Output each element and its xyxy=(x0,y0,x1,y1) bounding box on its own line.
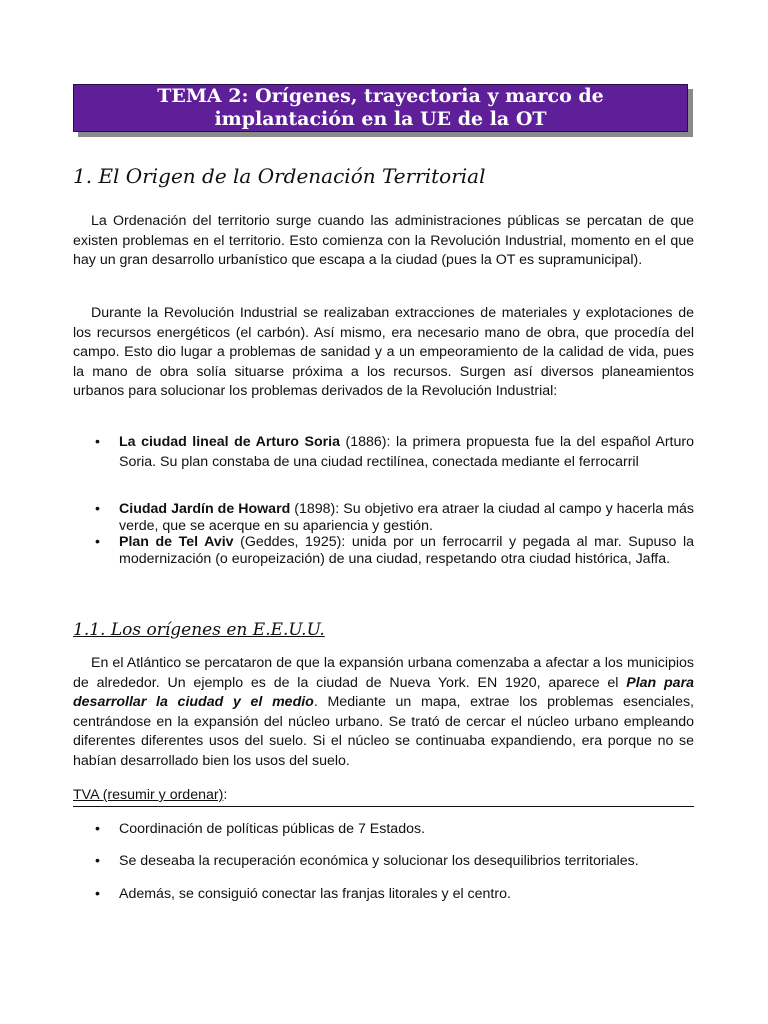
bullet-icon: • xyxy=(95,886,100,902)
list-item-title: Ciudad Jardín de Howard xyxy=(119,501,291,517)
bullet-icon: • xyxy=(95,821,100,837)
list-item-text: Coordinación de políticas públicas de 7 Estados. xyxy=(119,821,426,837)
list-item-title: La ciudad lineal de Arturo Soria xyxy=(119,434,340,450)
section-1-heading: 1. El Origen de la Ordenación Territorial xyxy=(73,164,486,188)
origin-plans-list-continued xyxy=(73,501,694,567)
bullet-icon: • xyxy=(95,434,100,450)
bullet-icon: • xyxy=(95,501,100,517)
list-item-text: Se deseaba la recuperación económica y solucionar los desequilibrios territoriales. xyxy=(119,853,639,869)
list-item-title: Plan de Tel Aviv xyxy=(119,534,234,550)
chapter-title-line-2: implantación en la UE de la OT xyxy=(214,108,547,130)
tva-label: TVA (resumir y ordenar): xyxy=(73,787,694,807)
list-item-text: (Geddes, 1925): unida por un ferrocarril y pegada al mar. Supuso la modernización (o europeización) de una ciudad, respetando otra ciudad histórica, Jaffa. xyxy=(119,534,695,567)
section-1-1-paragraph: En el Atlántico se percataron de que la expansión urbana comenzaba a afectar a los municipios de alrededor. Un ejemplo es de la ciudad de Nueva York. EN 1920, aparece el Plan para desarrollar la ciudad y el medio. Mediante un mapa, extrae los problemas esenciales, centrándose en la expansión del núcleo urbano. Se trató de cercar el núcleo urbano empleando diferentes diferentes usos del suelo. Si el núcleo se continuaba expandiendo, era porque no se habían desarrollado bien los usos del suelo. xyxy=(73,655,694,769)
list-item xyxy=(73,534,694,567)
bullet-icon: • xyxy=(95,853,100,869)
section-1-paragraph-2: Durante la Revolución Industrial se realizaban extracciones de materiales y explotaciones de los recursos energéticos (el carbón). Así mismo, era necesario mano de obra, que procedía del campo. Esto dio lugar a problemas de sanidad y a un empeoramiento de la calidad de vida, pues la mano de obra solía situarse próxima a los recursos. Surgen así diversos planeamientos urbanos para solucionar los problemas derivados de la Revolución Industrial: xyxy=(73,305,694,399)
list-item xyxy=(73,433,694,472)
section-1-paragraph-1: La Ordenación del territorio surge cuando las administraciones públicas se percatan de que existen problemas en el territorio. Esto comienza con la Revolución Industrial, momento en el que hay un gran desarrollo urbanístico que escapa a la ciudad (pues la OT es supramunicipal). xyxy=(73,213,694,268)
bullet-icon: • xyxy=(95,534,100,550)
list-item xyxy=(73,501,694,534)
chapter-title-line-1: TEMA 2: Orígenes, trayectoria y marco de xyxy=(157,85,604,107)
list-item-text: Además, se consiguió conectar las franjas litorales y el centro. xyxy=(119,886,511,902)
section-1-1-heading: 1.1. Los orígenes en E.E.U.U. xyxy=(73,620,325,640)
list-item-text: (1898): Su objetivo era atraer la ciudad al campo y hacerla más verde, que se acerque en su apariencia y gestión. xyxy=(119,501,695,534)
plan-name: Plan para desarrollar la ciudad y el medio xyxy=(73,674,694,710)
list-item-text: (1886): la primera propuesta fue la del español Arturo Soria. Su plan constaba de una ciudad rectilínea, conectada mediante el ferrocarril xyxy=(119,434,694,470)
chapter-title-box xyxy=(73,84,688,132)
origin-plans-list xyxy=(73,433,694,472)
